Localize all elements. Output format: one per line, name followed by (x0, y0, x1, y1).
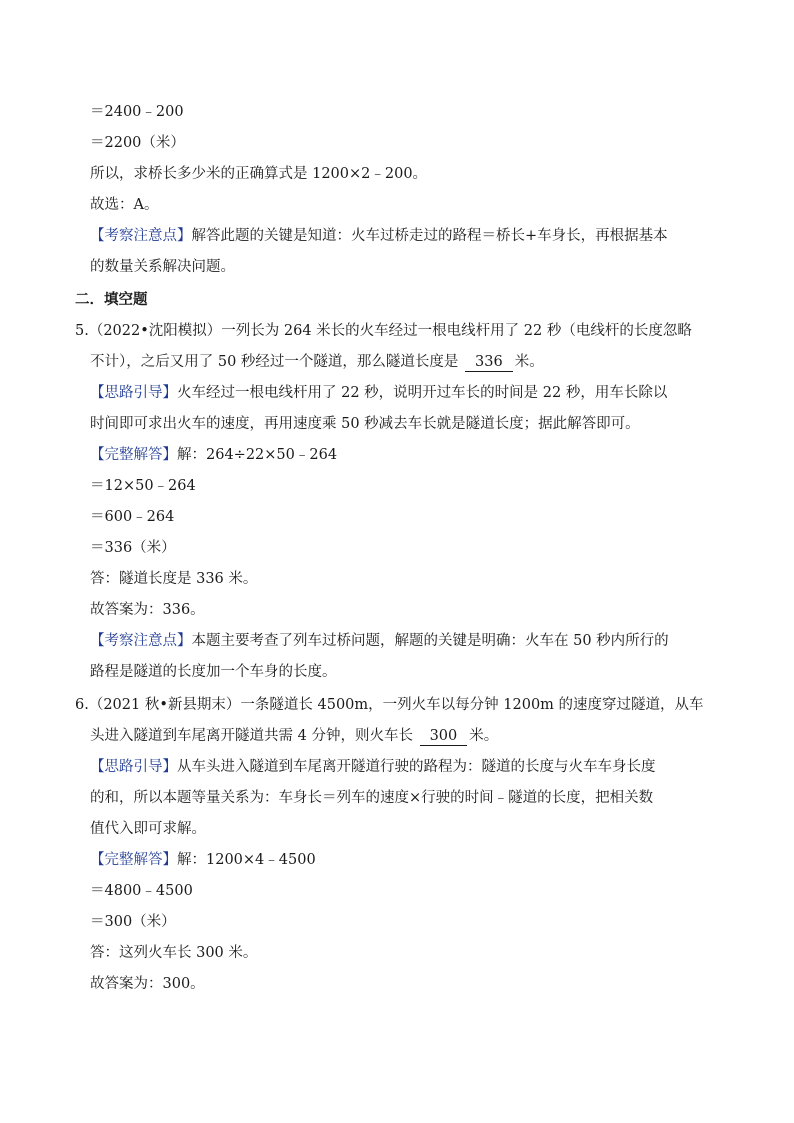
question-6-line (90, 726, 730, 746)
hint-line (90, 757, 730, 777)
note-line (90, 226, 730, 246)
answer-line: 答：隧道长度是 336 米。 (90, 571, 258, 587)
note-tag: 【考察注意点】 (90, 633, 192, 649)
note-text: 本题主要考查了列车过桥问题，解题的关键是明确：火车在 50 秒内所行的 (191, 633, 669, 649)
calc-line: ＝600﹣264 (90, 509, 175, 525)
calc-line: ＝2200（米） (90, 135, 185, 151)
question-text: 米。 (469, 728, 499, 744)
text-line: 路程是隧道的长度加一个车身的长度。 (90, 664, 337, 680)
solution-text: 解：264÷22×50﹣264 (177, 447, 338, 463)
calc-line: ＝4800﹣4500 (90, 883, 193, 899)
answer-line: 故答案为：336。 (90, 602, 205, 618)
text-line: 值代入即可求解。 (90, 821, 206, 837)
solution-line (90, 850, 730, 870)
question-text: 不计），之后又用了 50 秒经过一个隧道，那么隧道长度是 (90, 354, 459, 370)
solution-tag: 【完整解答】 (90, 852, 177, 868)
solution-line (90, 445, 730, 465)
calc-line: ＝300（米） (90, 914, 176, 930)
question-text: 米。 (514, 354, 544, 370)
text-line: 的数量关系解决问题。 (90, 259, 235, 275)
section-heading: 二．填空题 (75, 291, 148, 308)
note-line (90, 631, 730, 651)
question-6-line: 6.（2021 秋•新县期末）一条隧道长 4500m，一列火车以每分钟 1200m 的速度穿过隧道，从车 (75, 697, 704, 713)
answer-blank: 336 (465, 354, 513, 372)
question-5-line: 5.（2022•沈阳模拟）一列长为 264 米长的火车经过一根电线杆用了 22 秒（电线杆的长度忽略 (75, 323, 692, 339)
solution-text: 解：1200×4﹣4500 (177, 852, 316, 868)
question-text: 头进入隧道到车尾离开隧道共需 4 分钟，则火车长 (90, 728, 413, 744)
text-line: 所以，求桥长多少米的正确算式是 1200×2﹣200。 (90, 166, 428, 182)
text-line: 故选：A。 (90, 197, 159, 213)
note-tag: 【考察注意点】 (90, 228, 192, 244)
hint-text: 从车头进入隧道到车尾离开隧道行驶的路程为：隧道的长度与火车车身长度 (177, 759, 656, 775)
hint-tag: 【思路引导】 (90, 759, 177, 775)
hint-tag: 【思路引导】 (90, 385, 177, 401)
answer-line: 故答案为：300。 (90, 976, 205, 992)
hint-line (90, 383, 730, 403)
hint-text: 火车经过一根电线杆用了 22 秒，说明开过车长的时间是 22 秒，用车长除以 (177, 385, 668, 401)
text-line: 时间即可求出火车的速度，再用速度乘 50 秒减去车长就是隧道长度；据此解答即可。 (90, 416, 640, 432)
question-5-line (90, 352, 730, 372)
answer-blank: 300 (420, 728, 468, 746)
text-line: 的和，所以本题等量关系为：车身长＝列车的速度×行驶的时间﹣隧道的长度，把相关数 (90, 790, 654, 806)
calc-line: ＝336（米） (90, 540, 176, 556)
answer-line: 答：这列火车长 300 米。 (90, 945, 258, 961)
solution-tag: 【完整解答】 (90, 447, 177, 463)
calc-line: ＝12×50﹣264 (90, 478, 196, 494)
note-text: 解答此题的关键是知道：火车过桥走过的路程＝桥长+车身长，再根据基本 (191, 228, 668, 244)
calc-line: ＝2400﹣200 (90, 104, 184, 120)
